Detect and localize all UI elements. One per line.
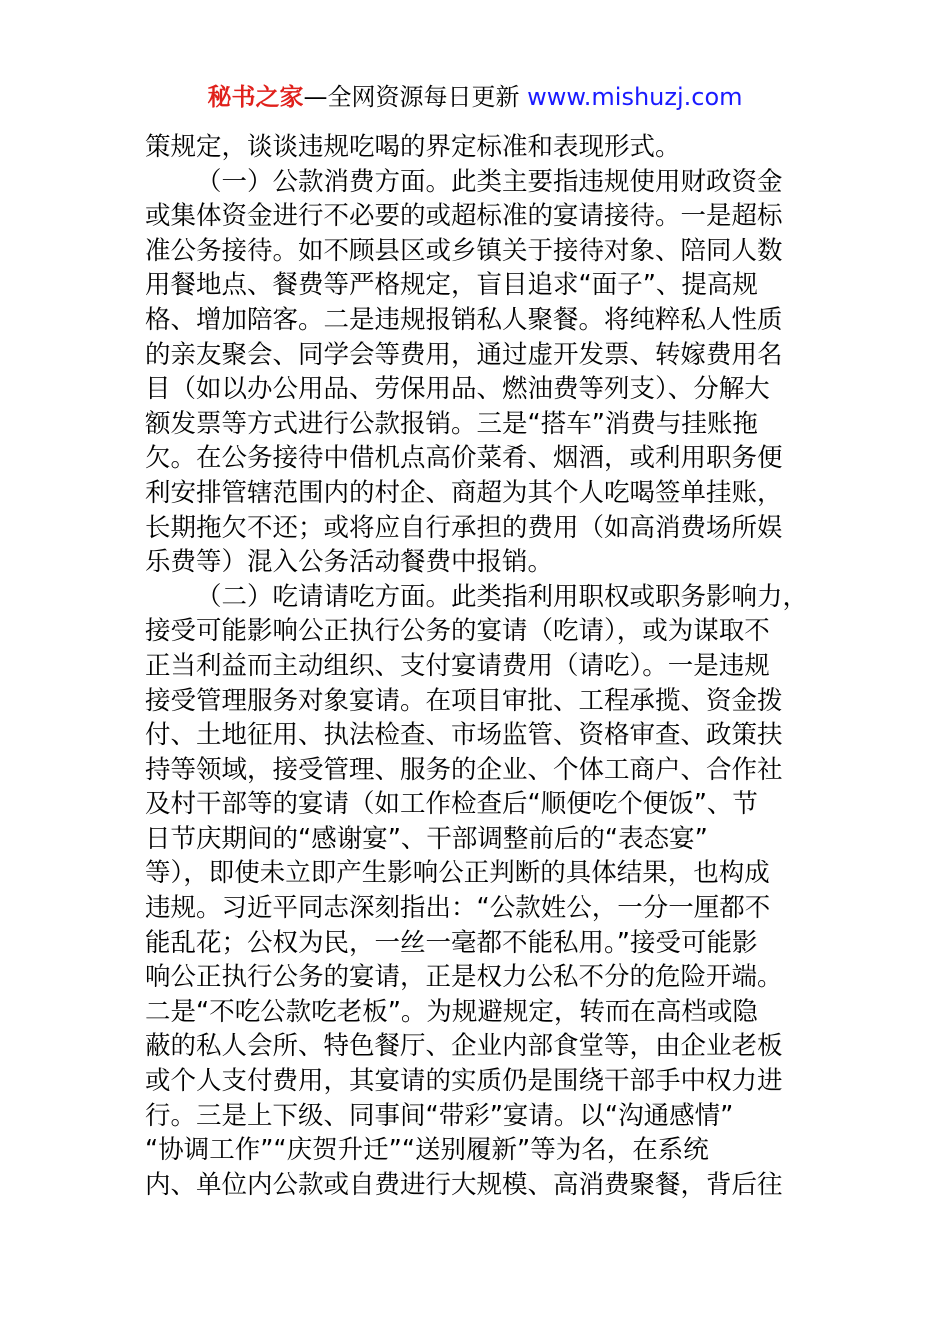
- text-line: 接受管理服务对象宴请。在项目审批、工程承揽、资金拨: [145, 685, 783, 716]
- site-brand: 秘书之家: [207, 83, 304, 111]
- paragraph-start-line: （二）吃请请吃方面。此类指利用职权或职务影响力，: [196, 581, 809, 612]
- paragraph-start-line: （一）公款消费方面。此类主要指违规使用财政资金: [196, 166, 783, 197]
- text-line: 欠。在公务接待中借机点高价菜肴、烟酒，或利用职务便: [145, 443, 783, 474]
- text-line: 的亲友聚会、同学会等费用，通过虚开发票、转嫁费用名: [145, 339, 783, 370]
- text-line: 持等领域，接受管理、服务的企业、个体工商户、合作社: [145, 754, 783, 785]
- text-line: 蔽的私人会所、特色餐厅、企业内部食堂等，由企业老板: [145, 1031, 783, 1062]
- text-line: 目（如以办公用品、劳保用品、燃油费等列支）、分解大: [145, 374, 770, 405]
- text-line: 乐费等）混入公务活动餐费中报销。: [145, 547, 554, 578]
- text-line: 额发票等方式进行公款报销。三是“搭车”消费与挂账拖: [145, 408, 758, 439]
- text-line: 策规定，谈谈违规吃喝的界定标准和表现形式。: [145, 132, 681, 162]
- site-header: [0, 80, 950, 114]
- text-line: 接受可能影响公正执行公务的宴请（吃请），或为谋取不: [145, 616, 770, 647]
- text-line: 二是“不吃公款吃老板”。为规避规定，转而在高档或隐: [145, 996, 758, 1027]
- text-line: 能乱花；公权为民，一丝一毫都不能私用。”接受可能影: [145, 927, 758, 958]
- text-line: 准公务接待。如不顾县区或乡镇关于接待对象、陪同人数: [145, 235, 783, 266]
- text-line: 违规。习近平同志深刻指出：“公款姓公，一分一厘都不: [145, 893, 771, 924]
- text-line: 日节庆期间的“感谢宴”、干部调整前后的“表态宴”: [145, 823, 708, 854]
- site-tagline: —全网资源每日更新: [303, 83, 520, 111]
- text-line: 用餐地点、餐费等严格规定，盲目追求“面子”、提高规: [145, 270, 758, 301]
- text-line: 长期拖欠不还；或将应自行承担的费用（如高消费场所娱: [145, 512, 783, 543]
- text-line: 付、土地征用、执法检查、市场监管、资格审查、政策扶: [145, 720, 783, 751]
- text-line: 或个人支付费用，其宴请的实质仍是围绕干部手中权力进: [145, 1066, 783, 1097]
- document-body: [145, 130, 813, 1202]
- text-line: 内、单位内公款或自费进行大规模、高消费聚餐，背后往: [145, 1169, 783, 1200]
- text-line: 响公正执行公务的宴请，正是权力公私不分的危险开端。: [145, 962, 783, 993]
- text-line: 利安排管辖范围内的村企、商超为其个人吃喝签单挂账，: [145, 477, 783, 508]
- site-url-link[interactable]: www.mishuzj.com: [527, 83, 743, 111]
- text-line: 等），即使未立即产生影响公正判断的具体结果，也构成: [145, 858, 770, 889]
- text-line: 或集体资金进行不必要的或超标准的宴请接待。一是超标: [145, 201, 783, 232]
- text-line: 及村干部等的宴请（如工作检查后“顺便吃个便饭”、节: [145, 789, 758, 820]
- text-line: 格、增加陪客。二是违规报销私人聚餐。将纯粹私人性质: [145, 304, 783, 335]
- text-line: 行。三是上下级、同事间“带彩”宴请。以“沟通感情”: [145, 1100, 734, 1131]
- text-line: “协调工作”“庆贺升迁”“送别履新”等为名，在系统: [145, 1135, 709, 1166]
- text-line: 正当利益而主动组织、支付宴请费用（请吃）。一是违规: [145, 650, 770, 681]
